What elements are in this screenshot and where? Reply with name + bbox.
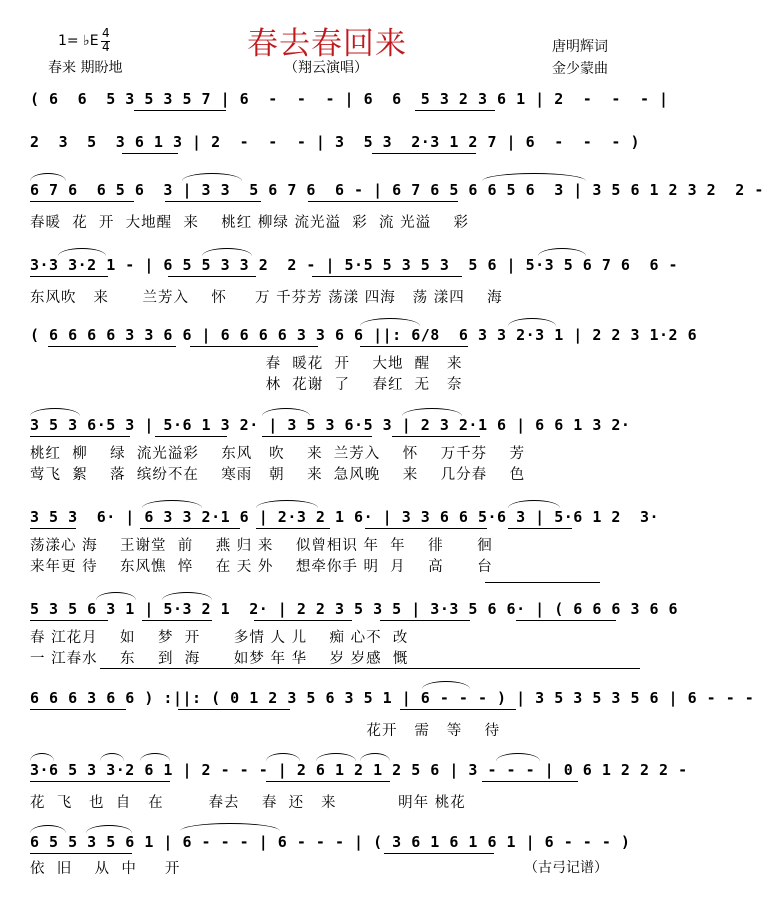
transcriber-note: （古弓记谱） [524, 860, 608, 876]
beam-line [30, 781, 170, 782]
beam-line [360, 346, 468, 347]
lyric-line: 莺飞 絮 落 缤纷不在 寒雨 朝 来 急风晚 来 几分春 色 [30, 467, 526, 483]
beam-line [415, 110, 495, 111]
lyric-line: 依 旧 从 中 开 [30, 861, 181, 877]
slur [30, 753, 54, 761]
notes-line: 6 6 6 3 6 6 ) :||: ( 0 1 2 3 5 6 3 5 1 | 6 - - - ) | 3 5 3 5 3 5 6 | 6 - - - [30, 689, 755, 707]
slur [180, 823, 280, 831]
beam-line [308, 201, 458, 202]
time-signature-numerator: 4 [102, 26, 110, 40]
slur [482, 173, 586, 181]
beam-line [142, 620, 212, 621]
beam-line [30, 201, 134, 202]
lyric-line: 桃红 柳 绿 流光溢彩 东风 吹 来 兰芳入 怀 万千芬 芳 [30, 446, 526, 462]
beam-line [254, 620, 352, 621]
beam-line [140, 528, 240, 529]
slur [360, 753, 390, 761]
slur [182, 173, 242, 181]
key-signature: 1= ♭E [58, 33, 99, 49]
beam-line [30, 276, 108, 277]
notes-line: ( 6 6 6 6 3 3 6 6 | 6 6 6 6 3 3 6 6 ||: 6/8 6 3 3 2·3 1 | 2 2 3 1·2 6 [30, 326, 698, 344]
slur [508, 318, 556, 326]
beam-line [384, 853, 494, 854]
lyric-line: 来年更 待 东风憔 悴 在 天 外 想牵你手 明 月 高 台 [30, 559, 493, 575]
slur [496, 753, 540, 761]
slur [266, 753, 300, 761]
song-title: 春去春回来 [247, 26, 407, 62]
lyric-line: 春 江花月 如 梦 开 多情 人 儿 痴 心不 改 [30, 630, 409, 646]
beam-line [482, 781, 578, 782]
beam-line [134, 110, 226, 111]
lyric-line: 一 江春水 东 到 海 如梦 年 华 岁 岁感 慨 [30, 651, 409, 667]
time-signature-denominator: 4 [102, 40, 110, 54]
slur [162, 592, 212, 600]
beam-line [508, 528, 572, 529]
beam-line [400, 709, 516, 710]
notes-line: 3 5 3 6· | 6 3 3 2·1 6 | 2·3 2 1 6· | 3 3 6 6 5·6 3 | 5·6 1 2 3· [30, 508, 660, 526]
lyric-line: 春暖 花 开 大地醒 来 桃红 柳绿 流光溢 彩 流 光溢 彩 [30, 215, 470, 231]
beam-line [190, 346, 318, 347]
singer-credit: （翔云演唱） [284, 60, 368, 76]
slur [508, 500, 560, 508]
lyricist-credit: 唐明辉词 [552, 39, 608, 55]
beam-line [312, 276, 462, 277]
notes-line: 5 3 5 6 3 1 | 5·3 2 1 2· | 2 2 3 5 3 5 | 3·3 5 6 6· | ( 6 6 6 3 6 6 [30, 600, 679, 618]
slur [262, 408, 310, 416]
slur [538, 248, 586, 256]
notes-line: 2 3 5 3 6 1 3 | 2 - - - | 3 5 3 2·3 1 2 7 | 6 - - - ) [30, 133, 640, 151]
volta-bracket [485, 582, 600, 583]
slur [100, 753, 124, 761]
slur [422, 681, 470, 689]
beam-line [155, 436, 227, 437]
lyric-line: 林 花谢 了 春红 无 奈 [30, 377, 463, 393]
slur [140, 753, 170, 761]
slur [58, 248, 106, 256]
lyric-line: 东风吹 来 兰芳入 怀 万 千芬芳 荡漾 四海 荡 漾四 海 [30, 290, 503, 306]
slur [316, 753, 356, 761]
notes-line: 6 7 6 6 5 6 3 | 3 3 5 6 7 6 6 - | 6 7 6 5 6 6 5 6 3 | 3 5 6 1 2 3 2 2 - [30, 181, 764, 199]
beam-line [122, 153, 178, 154]
beam-line [30, 436, 130, 437]
slur [402, 408, 462, 416]
slur [86, 825, 132, 833]
slur [202, 248, 252, 256]
slur [96, 592, 136, 600]
beam-line [30, 709, 126, 710]
slur [30, 825, 66, 833]
lyric-line: 花 飞 也 自 在 春去 春 还 来 明年 桃花 [30, 795, 466, 811]
notes-line: 3·3 3·2 1 - | 6 5 5 3 3 2 2 - | 5·5 5 3 5 3 5 6 | 5·3 5 6 7 6 6 - [30, 256, 679, 274]
slur [30, 173, 66, 181]
beam-line [165, 201, 261, 202]
lyric-line: 荡漾心 海 王谢堂 前 燕 归 来 似曾相识 年 年 徘 徊 [30, 538, 493, 554]
beam-line [262, 436, 372, 437]
notes-line: ( 6 6 5 3 5 3 5 7 | 6 - - - | 6 6 5 3 2 3 6 1 | 2 - - - | [30, 90, 669, 108]
slur [360, 318, 420, 326]
beam-line [30, 528, 76, 529]
beam-line [256, 528, 330, 529]
volta-bracket [100, 668, 640, 669]
beam-line [168, 276, 256, 277]
beam-line [178, 709, 290, 710]
beam-line [380, 620, 470, 621]
beam-line [48, 346, 176, 347]
composer-credit: 金少蒙曲 [552, 61, 608, 77]
lyric-line: 春 暖花 开 大地 醒 来 [30, 356, 463, 372]
lyric-line: 花开 需 等 待 [30, 723, 501, 739]
beam-line [266, 781, 390, 782]
slur [256, 500, 318, 508]
beam-line [30, 853, 132, 854]
slur [142, 500, 202, 508]
beam-line [516, 620, 616, 621]
notes-line: 3·6 5 3 3·2 6 1 | 2 - - - | 2 6 1 2 1 2 5 6 | 3 - - - | 0 6 1 2 2 2 - [30, 761, 688, 779]
notes-line: 6 5 5 3 5 6 1 | 6 - - - | 6 - - - | ( 3 6 1 6 1 6 1 | 6 - - - ) [30, 833, 631, 851]
beam-line [365, 528, 487, 529]
notes-line: 3 5 3 6·5 3 | 5·6 1 3 2· | 3 5 3 6·5 3 | 2 3 2·1 6 | 6 6 1 3 2· [30, 416, 631, 434]
expression-marking: 春来 期盼地 [48, 60, 123, 76]
beam-line [392, 436, 480, 437]
beam-line [372, 153, 476, 154]
slur [30, 408, 80, 416]
beam-line [30, 620, 108, 621]
